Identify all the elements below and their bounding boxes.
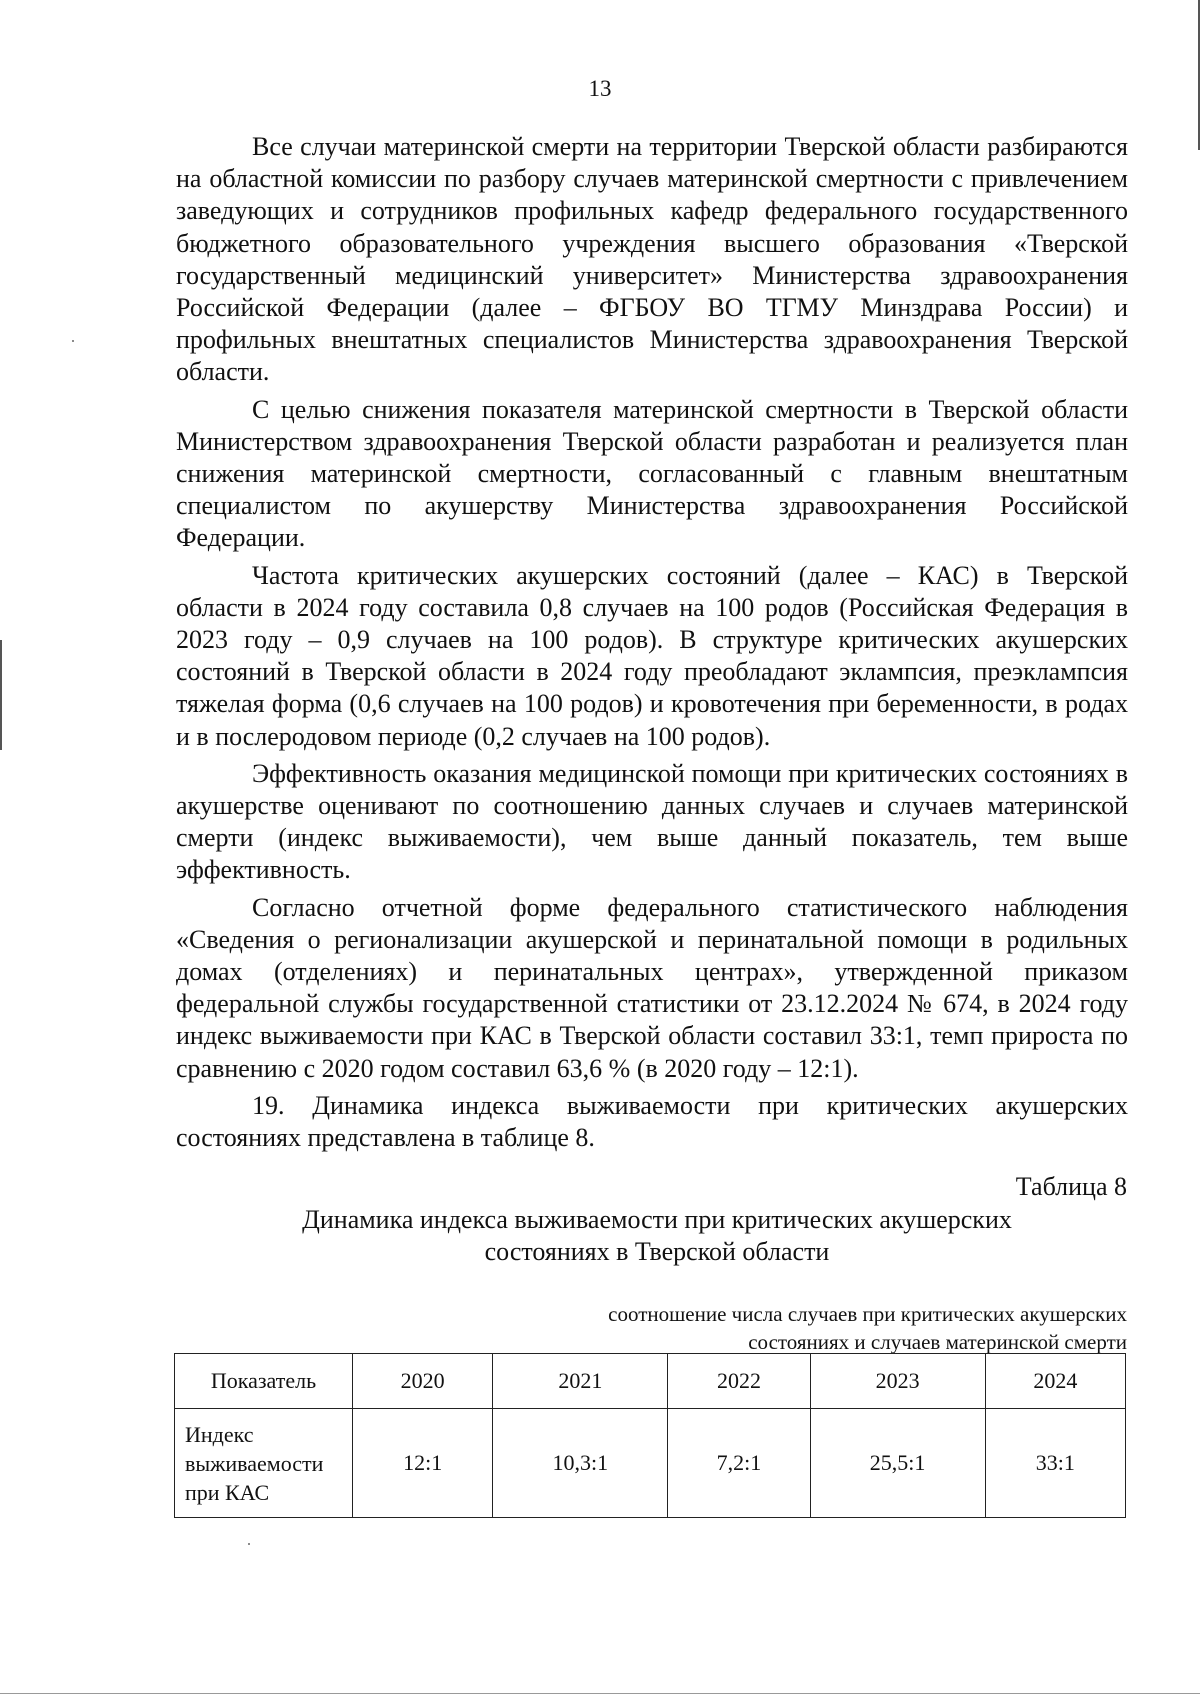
body-text <box>176 131 1128 1159</box>
header-year: 2024 <box>985 1354 1125 1409</box>
table-cell: 12:1 <box>353 1409 493 1518</box>
table-cell: 33:1 <box>985 1409 1125 1518</box>
paragraph: Согласно отчетной форме федерального статистического наблюдения «Сведения о регионализации акушерской и перинатальной помощи в родильных домах (отделениях) и перинатальных центрах», утвержденной приказом федеральной службы государственной статистики от 23.12.2024 № 674, в 2024 году индекс выживаемости при КАС в Тверской области составил 33:1, темп прироста по сравнению с 2020 годом составил 63,6 % (в 2020 году – 12:1). <box>176 892 1128 1083</box>
paragraph: Эффективность оказания медицинской помощи при критических состояниях в акушерстве оценивают по соотношению данных случаев и случаев материнской смерти (индекс выживаемости), чем выше данный показатель, тем выше эффективность. <box>176 758 1128 885</box>
survival-index-table <box>174 1353 1126 1518</box>
scan-speck <box>248 1543 250 1545</box>
paragraph: Все случаи материнской смерти на территории Тверской области разбираются на областной комиссии по разбору случаев материнской смертности с привлечением заведующих и сотрудников профильных кафедр федерального государственного бюджетного образовательного учреждения высшего образования «Тверской государственный медицинский университет» Министерства здравоохранения Российской Федерации (далее – ФГБОУ ВО ТГМУ Минздрава России) и профильных внештатных специалистов Министерства здравоохранения Тверской области. <box>176 132 1128 387</box>
table-row <box>175 1409 1126 1518</box>
row-label: Индекс выживаемости при КАС <box>175 1409 353 1518</box>
header-year: 2022 <box>668 1354 810 1409</box>
table-cell: 10,3:1 <box>493 1409 668 1518</box>
paragraph: 19. Динамика индекса выживаемости при критических акушерских состояниях представлена в таблице 8. <box>176 1090 1128 1153</box>
table-title-line: состояниях в Тверской области <box>484 1237 830 1266</box>
scan-edge-bottom <box>0 1693 1200 1694</box>
table-title-line: Динамика индекса выживаемости при критических акушерских <box>302 1205 1012 1234</box>
header-indicator: Показатель <box>175 1354 353 1409</box>
scan-edge-left <box>0 640 2 750</box>
page-number: 13 <box>588 76 612 101</box>
table-header-row <box>175 1354 1126 1409</box>
header-year: 2020 <box>353 1354 493 1409</box>
paragraph: Частота критических акушерских состояний (далее – КАС) в Тверской области в 2024 году составила 0,8 случаев на 100 родов (Российская Федерация в 2023 году – 0,9 случаев на 100 родов). В структуре критических акушерских состояний в Тверской области в 2024 году преобладают эклампсия, преэклампсия тяжелая форма (0,6 случаев на 100 родов) и кровотечения при беременности, в родах и в послеродовом периоде (0,2 случаев на 100 родов). <box>176 560 1128 751</box>
table-cell: 7,2:1 <box>668 1409 810 1518</box>
scan-speck <box>72 340 74 342</box>
table-unit-note: соотношение числа случаев при критических акушерских состояниях и случаев материнской смерти <box>608 1302 1127 1354</box>
table-title <box>176 1204 1128 1268</box>
paragraph: С целью снижения показателя материнской смертности в Тверской области Министерством здравоохранения Тверской области разработан и реализуется план снижения материнской смертности, согласованный с главным внештатным специалистом по акушерству Министерства здравоохранения Российской Федерации. <box>176 394 1128 553</box>
header-year: 2023 <box>810 1354 985 1409</box>
table-cell: 25,5:1 <box>810 1409 985 1518</box>
header-year: 2021 <box>493 1354 668 1409</box>
table-label: Таблица 8 <box>1015 1172 1127 1201</box>
